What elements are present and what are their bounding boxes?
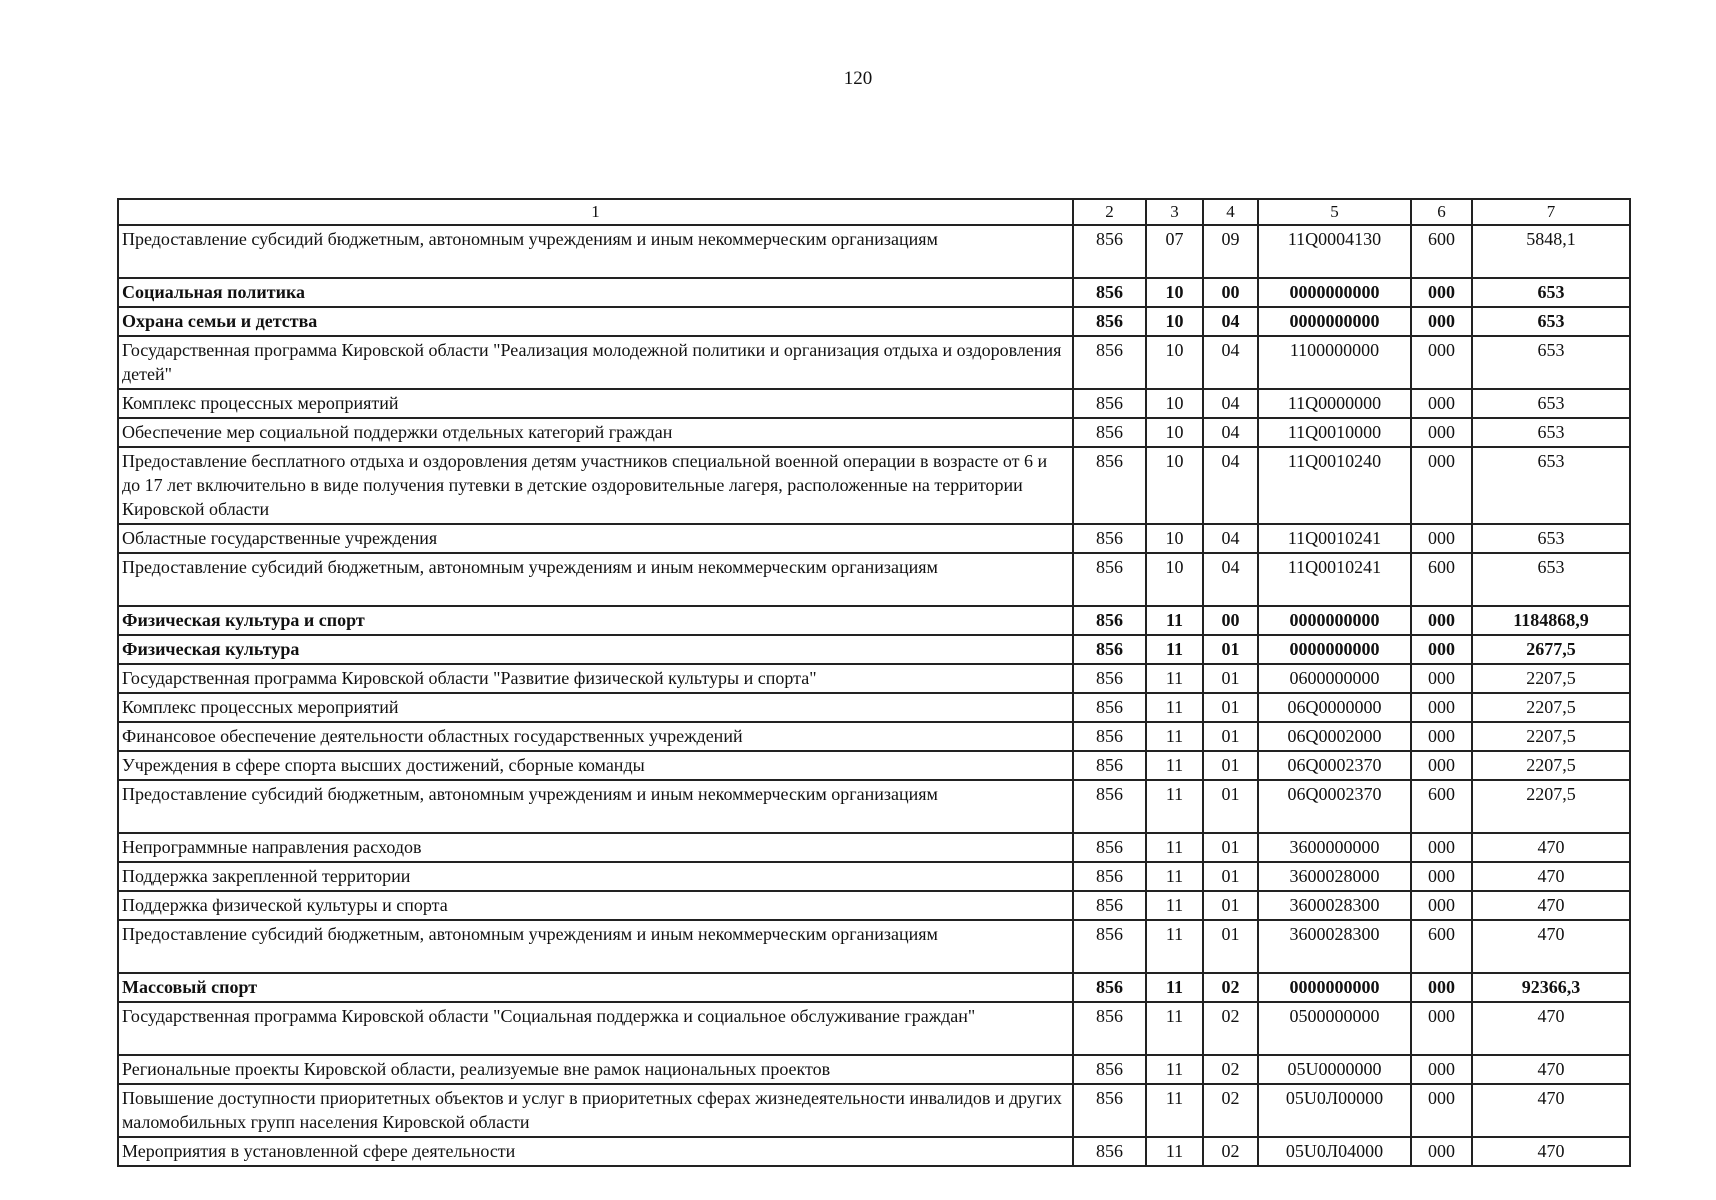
row-target-article-cell: 0000000000 xyxy=(1258,278,1411,307)
row-ved-cell: 856 xyxy=(1073,722,1146,751)
row-section-cell: 11 xyxy=(1146,780,1203,833)
row-section-cell: 10 xyxy=(1146,336,1203,389)
row-amount-cell: 2207,5 xyxy=(1472,780,1630,833)
table-row xyxy=(118,1055,1630,1084)
row-amount-cell: 653 xyxy=(1472,307,1630,336)
row-expense-type-cell: 000 xyxy=(1411,664,1472,693)
header-cell-target-article: 5 xyxy=(1258,199,1411,225)
row-target-article-cell: 11Q0004130 xyxy=(1258,225,1411,278)
budget-table xyxy=(117,198,1631,1167)
row-section-cell: 07 xyxy=(1146,225,1203,278)
row-ved-cell: 856 xyxy=(1073,553,1146,606)
row-name-cell: Предоставление субсидий бюджетным, автономным учреждениям и иным некоммерческим организациям xyxy=(118,553,1073,606)
row-name-cell: Предоставление бесплатного отдыха и оздоровления детям участников специальной военной операции в возрасте от 6 и до 17 лет включительно в виде получения путевки в детские оздоровительные лагеря, расположенные на территории Кировской области xyxy=(118,447,1073,524)
row-section-cell: 11 xyxy=(1146,635,1203,664)
row-name-cell: Учреждения в сфере спорта высших достижений, сборные команды xyxy=(118,751,1073,780)
row-expense-type-cell: 000 xyxy=(1411,693,1472,722)
row-subsection-cell: 01 xyxy=(1203,635,1258,664)
table-header-row xyxy=(118,199,1630,225)
row-name-cell: Комплекс процессных мероприятий xyxy=(118,693,1073,722)
row-subsection-cell: 01 xyxy=(1203,891,1258,920)
table-row xyxy=(118,920,1630,973)
table-row xyxy=(118,307,1630,336)
row-expense-type-cell: 000 xyxy=(1411,833,1472,862)
row-expense-type-cell: 000 xyxy=(1411,1137,1472,1166)
row-target-article-cell: 3600028300 xyxy=(1258,920,1411,973)
row-ved-cell: 856 xyxy=(1073,751,1146,780)
row-ved-cell: 856 xyxy=(1073,1084,1146,1137)
row-subsection-cell: 04 xyxy=(1203,336,1258,389)
row-amount-cell: 470 xyxy=(1472,920,1630,973)
row-expense-type-cell: 000 xyxy=(1411,307,1472,336)
row-target-article-cell: 0000000000 xyxy=(1258,973,1411,1002)
table-row xyxy=(118,418,1630,447)
row-ved-cell: 856 xyxy=(1073,225,1146,278)
row-expense-type-cell: 000 xyxy=(1411,891,1472,920)
table-row xyxy=(118,664,1630,693)
row-target-article-cell: 05U0Л00000 xyxy=(1258,1084,1411,1137)
row-subsection-cell: 04 xyxy=(1203,447,1258,524)
table-row xyxy=(118,389,1630,418)
row-amount-cell: 2207,5 xyxy=(1472,751,1630,780)
row-subsection-cell: 01 xyxy=(1203,751,1258,780)
row-section-cell: 11 xyxy=(1146,1137,1203,1166)
row-name-cell: Государственная программа Кировской области "Социальная поддержка и социальное обслуживание граждан" xyxy=(118,1002,1073,1055)
row-target-article-cell: 0600000000 xyxy=(1258,664,1411,693)
row-name-cell: Непрограммные направления расходов xyxy=(118,833,1073,862)
row-target-article-cell: 06Q0002370 xyxy=(1258,780,1411,833)
row-target-article-cell: 0000000000 xyxy=(1258,606,1411,635)
row-amount-cell: 470 xyxy=(1472,891,1630,920)
row-section-cell: 10 xyxy=(1146,418,1203,447)
table-row xyxy=(118,447,1630,524)
header-cell-ved: 2 xyxy=(1073,199,1146,225)
row-name-cell: Предоставление субсидий бюджетным, автономным учреждениям и иным некоммерческим организациям xyxy=(118,225,1073,278)
row-section-cell: 10 xyxy=(1146,307,1203,336)
row-name-cell: Физическая культура и спорт xyxy=(118,606,1073,635)
row-ved-cell: 856 xyxy=(1073,524,1146,553)
row-subsection-cell: 04 xyxy=(1203,389,1258,418)
row-subsection-cell: 04 xyxy=(1203,553,1258,606)
row-subsection-cell: 00 xyxy=(1203,278,1258,307)
row-ved-cell: 856 xyxy=(1073,1137,1146,1166)
row-amount-cell: 653 xyxy=(1472,278,1630,307)
row-section-cell: 11 xyxy=(1146,693,1203,722)
row-section-cell: 10 xyxy=(1146,524,1203,553)
table-row xyxy=(118,278,1630,307)
row-ved-cell: 856 xyxy=(1073,833,1146,862)
row-section-cell: 11 xyxy=(1146,606,1203,635)
row-amount-cell: 653 xyxy=(1472,418,1630,447)
row-ved-cell: 856 xyxy=(1073,389,1146,418)
row-subsection-cell: 09 xyxy=(1203,225,1258,278)
row-expense-type-cell: 600 xyxy=(1411,780,1472,833)
header-cell-amount: 7 xyxy=(1472,199,1630,225)
table-row xyxy=(118,833,1630,862)
row-subsection-cell: 01 xyxy=(1203,920,1258,973)
header-cell-expense-type: 6 xyxy=(1411,199,1472,225)
row-subsection-cell: 02 xyxy=(1203,1002,1258,1055)
table-row xyxy=(118,524,1630,553)
row-subsection-cell: 02 xyxy=(1203,1137,1258,1166)
row-name-cell: Физическая культура xyxy=(118,635,1073,664)
row-subsection-cell: 01 xyxy=(1203,693,1258,722)
row-name-cell: Финансовое обеспечение деятельности областных государственных учреждений xyxy=(118,722,1073,751)
table-row xyxy=(118,1084,1630,1137)
row-amount-cell: 2207,5 xyxy=(1472,664,1630,693)
row-ved-cell: 856 xyxy=(1073,278,1146,307)
row-subsection-cell: 04 xyxy=(1203,418,1258,447)
row-name-cell: Государственная программа Кировской области "Развитие физической культуры и спорта" xyxy=(118,664,1073,693)
row-expense-type-cell: 600 xyxy=(1411,920,1472,973)
row-subsection-cell: 02 xyxy=(1203,1055,1258,1084)
row-ved-cell: 856 xyxy=(1073,693,1146,722)
row-ved-cell: 856 xyxy=(1073,920,1146,973)
row-amount-cell: 470 xyxy=(1472,833,1630,862)
row-name-cell: Повышение доступности приоритетных объектов и услуг в приоритетных сферах жизнедеятельности инвалидов и других маломобильных групп населения Кировской области xyxy=(118,1084,1073,1137)
row-expense-type-cell: 000 xyxy=(1411,278,1472,307)
row-section-cell: 10 xyxy=(1146,278,1203,307)
row-amount-cell: 470 xyxy=(1472,1002,1630,1055)
row-target-article-cell: 11Q0010241 xyxy=(1258,553,1411,606)
table-row xyxy=(118,780,1630,833)
row-target-article-cell: 05U0Л04000 xyxy=(1258,1137,1411,1166)
row-amount-cell: 470 xyxy=(1472,1055,1630,1084)
page-number: 120 xyxy=(843,68,873,89)
row-ved-cell: 856 xyxy=(1073,606,1146,635)
row-expense-type-cell: 600 xyxy=(1411,553,1472,606)
row-name-cell: Массовый спорт xyxy=(118,973,1073,1002)
row-subsection-cell: 02 xyxy=(1203,1084,1258,1137)
row-amount-cell: 1184868,9 xyxy=(1472,606,1630,635)
row-expense-type-cell: 000 xyxy=(1411,1055,1472,1084)
row-amount-cell: 653 xyxy=(1472,553,1630,606)
header-cell-section: 3 xyxy=(1146,199,1203,225)
row-amount-cell: 470 xyxy=(1472,1084,1630,1137)
row-ved-cell: 856 xyxy=(1073,635,1146,664)
row-expense-type-cell: 000 xyxy=(1411,722,1472,751)
row-ved-cell: 856 xyxy=(1073,1002,1146,1055)
table-body xyxy=(118,199,1630,1166)
table-row xyxy=(118,973,1630,1002)
row-name-cell: Комплекс процессных мероприятий xyxy=(118,389,1073,418)
row-amount-cell: 470 xyxy=(1472,1137,1630,1166)
row-expense-type-cell: 000 xyxy=(1411,336,1472,389)
row-expense-type-cell: 000 xyxy=(1411,1084,1472,1137)
table-row xyxy=(118,606,1630,635)
row-section-cell: 11 xyxy=(1146,1055,1203,1084)
row-target-article-cell: 0500000000 xyxy=(1258,1002,1411,1055)
row-section-cell: 10 xyxy=(1146,553,1203,606)
row-name-cell: Мероприятия в установленной сфере деятельности xyxy=(118,1137,1073,1166)
row-expense-type-cell: 000 xyxy=(1411,973,1472,1002)
row-expense-type-cell: 000 xyxy=(1411,635,1472,664)
row-amount-cell: 653 xyxy=(1472,524,1630,553)
row-expense-type-cell: 000 xyxy=(1411,524,1472,553)
row-section-cell: 10 xyxy=(1146,447,1203,524)
row-ved-cell: 856 xyxy=(1073,780,1146,833)
row-expense-type-cell: 600 xyxy=(1411,225,1472,278)
row-ved-cell: 856 xyxy=(1073,307,1146,336)
row-amount-cell: 653 xyxy=(1472,336,1630,389)
header-cell-name: 1 xyxy=(118,199,1073,225)
table-row xyxy=(118,336,1630,389)
row-section-cell: 11 xyxy=(1146,664,1203,693)
row-target-article-cell: 0000000000 xyxy=(1258,307,1411,336)
row-expense-type-cell: 000 xyxy=(1411,418,1472,447)
table-row xyxy=(118,751,1630,780)
row-section-cell: 10 xyxy=(1146,389,1203,418)
row-section-cell: 11 xyxy=(1146,751,1203,780)
row-expense-type-cell: 000 xyxy=(1411,1002,1472,1055)
row-section-cell: 11 xyxy=(1146,920,1203,973)
row-target-article-cell: 06Q0000000 xyxy=(1258,693,1411,722)
row-subsection-cell: 01 xyxy=(1203,862,1258,891)
row-target-article-cell: 3600028000 xyxy=(1258,862,1411,891)
row-name-cell: Охрана семьи и детства xyxy=(118,307,1073,336)
row-name-cell: Областные государственные учреждения xyxy=(118,524,1073,553)
row-section-cell: 11 xyxy=(1146,1002,1203,1055)
row-section-cell: 11 xyxy=(1146,891,1203,920)
row-name-cell: Поддержка физической культуры и спорта xyxy=(118,891,1073,920)
row-target-article-cell: 06Q0002370 xyxy=(1258,751,1411,780)
row-expense-type-cell: 000 xyxy=(1411,606,1472,635)
table-row xyxy=(118,862,1630,891)
row-ved-cell: 856 xyxy=(1073,862,1146,891)
row-name-cell: Предоставление субсидий бюджетным, автономным учреждениям и иным некоммерческим организациям xyxy=(118,780,1073,833)
row-amount-cell: 2207,5 xyxy=(1472,693,1630,722)
row-target-article-cell: 1100000000 xyxy=(1258,336,1411,389)
row-subsection-cell: 01 xyxy=(1203,833,1258,862)
row-target-article-cell: 06Q0002000 xyxy=(1258,722,1411,751)
row-name-cell: Региональные проекты Кировской области, реализуемые вне рамок национальных проектов xyxy=(118,1055,1073,1084)
row-amount-cell: 5848,1 xyxy=(1472,225,1630,278)
row-subsection-cell: 00 xyxy=(1203,606,1258,635)
table-row xyxy=(118,722,1630,751)
row-target-article-cell: 3600000000 xyxy=(1258,833,1411,862)
row-target-article-cell: 3600028300 xyxy=(1258,891,1411,920)
row-section-cell: 11 xyxy=(1146,973,1203,1002)
row-expense-type-cell: 000 xyxy=(1411,447,1472,524)
header-cell-subsection: 4 xyxy=(1203,199,1258,225)
row-target-article-cell: 11Q0010000 xyxy=(1258,418,1411,447)
row-target-article-cell: 11Q0000000 xyxy=(1258,389,1411,418)
row-amount-cell: 470 xyxy=(1472,862,1630,891)
row-ved-cell: 856 xyxy=(1073,973,1146,1002)
row-subsection-cell: 04 xyxy=(1203,524,1258,553)
row-ved-cell: 856 xyxy=(1073,1055,1146,1084)
row-name-cell: Социальная политика xyxy=(118,278,1073,307)
row-expense-type-cell: 000 xyxy=(1411,862,1472,891)
row-expense-type-cell: 000 xyxy=(1411,751,1472,780)
row-amount-cell: 653 xyxy=(1472,447,1630,524)
row-amount-cell: 2207,5 xyxy=(1472,722,1630,751)
row-ved-cell: 856 xyxy=(1073,664,1146,693)
row-name-cell: Государственная программа Кировской области "Реализация молодежной политики и организация отдыха и оздоровления детей" xyxy=(118,336,1073,389)
table-row xyxy=(118,553,1630,606)
row-section-cell: 11 xyxy=(1146,833,1203,862)
row-amount-cell: 2677,5 xyxy=(1472,635,1630,664)
row-target-article-cell: 05U0000000 xyxy=(1258,1055,1411,1084)
row-amount-cell: 92366,3 xyxy=(1472,973,1630,1002)
table-row xyxy=(118,693,1630,722)
row-subsection-cell: 01 xyxy=(1203,664,1258,693)
table-row xyxy=(118,225,1630,278)
row-target-article-cell: 11Q0010241 xyxy=(1258,524,1411,553)
table-row xyxy=(118,635,1630,664)
table-row xyxy=(118,1137,1630,1166)
row-expense-type-cell: 000 xyxy=(1411,389,1472,418)
row-ved-cell: 856 xyxy=(1073,336,1146,389)
row-subsection-cell: 01 xyxy=(1203,780,1258,833)
row-subsection-cell: 04 xyxy=(1203,307,1258,336)
row-section-cell: 11 xyxy=(1146,862,1203,891)
row-name-cell: Поддержка закрепленной территории xyxy=(118,862,1073,891)
table-row xyxy=(118,1002,1630,1055)
row-subsection-cell: 02 xyxy=(1203,973,1258,1002)
row-target-article-cell: 11Q0010240 xyxy=(1258,447,1411,524)
row-amount-cell: 653 xyxy=(1472,389,1630,418)
row-target-article-cell: 0000000000 xyxy=(1258,635,1411,664)
table-row xyxy=(118,891,1630,920)
row-section-cell: 11 xyxy=(1146,1084,1203,1137)
row-ved-cell: 856 xyxy=(1073,418,1146,447)
row-subsection-cell: 01 xyxy=(1203,722,1258,751)
row-ved-cell: 856 xyxy=(1073,447,1146,524)
row-ved-cell: 856 xyxy=(1073,891,1146,920)
row-section-cell: 11 xyxy=(1146,722,1203,751)
row-name-cell: Предоставление субсидий бюджетным, автономным учреждениям и иным некоммерческим организациям xyxy=(118,920,1073,973)
row-name-cell: Обеспечение мер социальной поддержки отдельных категорий граждан xyxy=(118,418,1073,447)
